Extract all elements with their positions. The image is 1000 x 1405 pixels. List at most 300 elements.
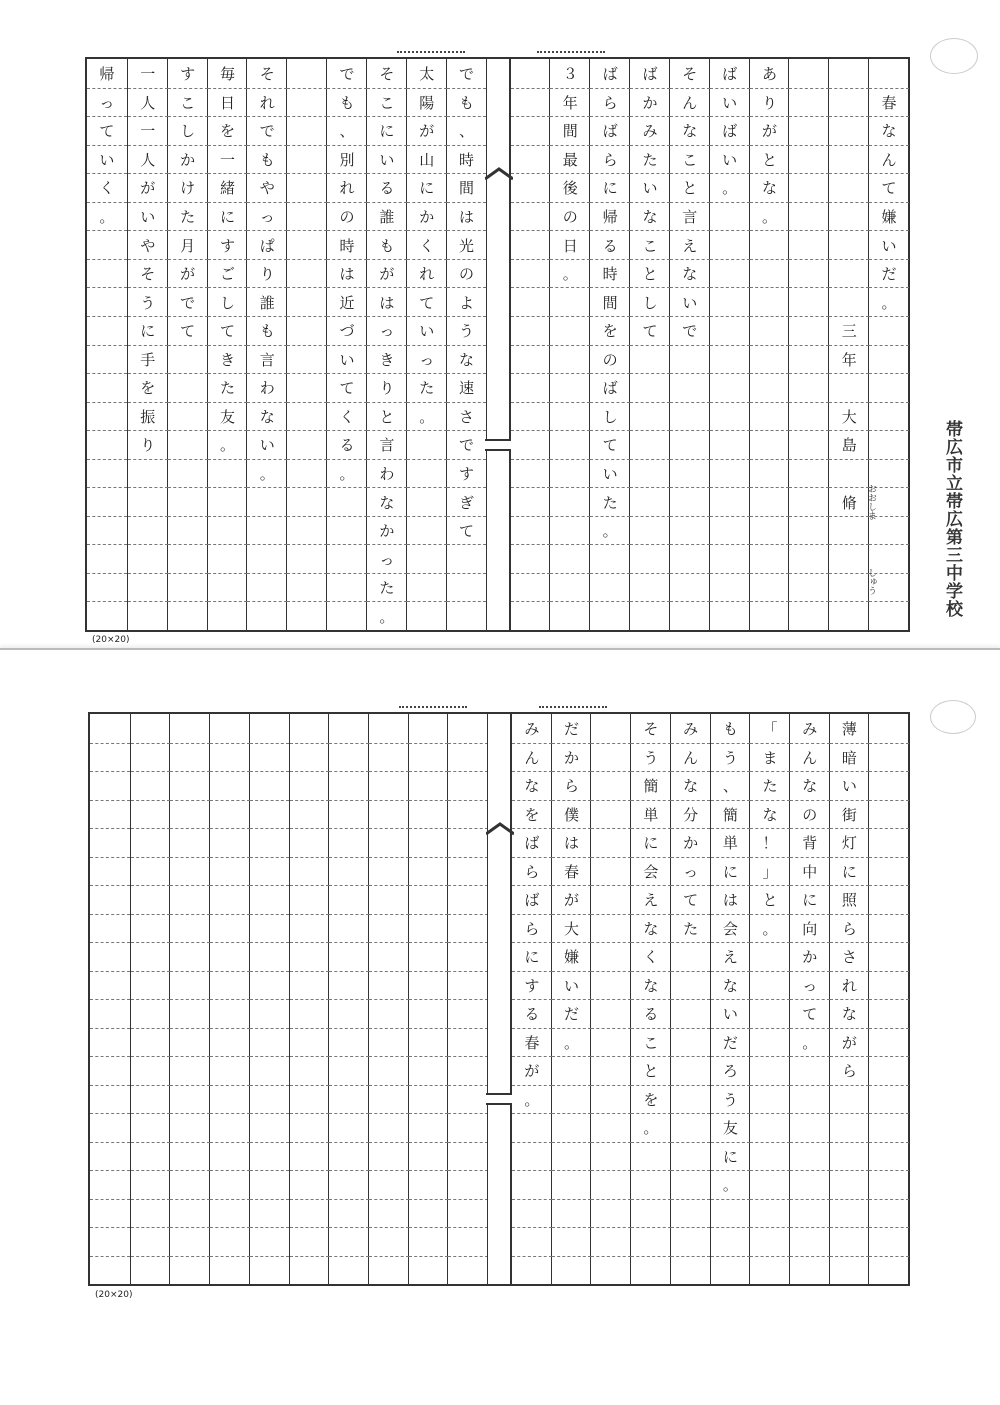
grid-cell [409,885,449,914]
grid-cell [591,914,631,943]
grid-column [589,59,629,630]
grid-cell [208,544,248,573]
grid-cell: い [367,145,407,174]
grid-cell [247,487,287,516]
grid-column [749,59,789,630]
grid-cell [550,287,590,316]
grid-cell: 誰 [247,287,287,316]
grid-cell [87,230,127,259]
grid-cell [287,230,327,259]
grid-cell: ば [512,828,552,857]
grid-cell [247,516,287,545]
grid-cell [290,1085,330,1114]
manuscript-grid [85,57,910,632]
grid-cell [591,828,631,857]
grid-cell [750,1142,790,1171]
grid-cell [448,828,488,857]
grid-cell [327,573,367,602]
grid-cell: い [247,430,287,459]
grid-cell [789,287,829,316]
grid-cell: た [367,573,407,602]
grid-cell: で [447,430,487,459]
grid-column [446,59,486,630]
grid-cell [829,88,869,117]
grid-cell [290,800,330,829]
grid-cell [409,1028,449,1057]
grid-cell [511,230,551,259]
grid-cell [87,487,127,516]
grid-cell [290,942,330,971]
grid-cell: 向 [790,914,830,943]
grid-cell: 友 [208,402,248,431]
grid-cell: る [327,430,367,459]
grid-cell [552,1142,592,1171]
grid-column [511,714,551,1284]
grid-cell: し [630,287,670,316]
grid-cell [711,1256,751,1285]
grid-cell: わ [247,373,287,402]
grid-cell [869,345,909,374]
grid-cell [710,402,750,431]
grid-cell [409,942,449,971]
grid-cell: い [87,145,127,174]
grid-cell [789,316,829,345]
grid-cell [250,714,290,743]
grid-cell [448,743,488,772]
grid-cell: の [447,259,487,288]
grid-cell [409,1227,449,1256]
grid-cell [448,1227,488,1256]
grid-cell [369,1256,409,1285]
grid-cell: そ [682,64,698,83]
grid-cell [630,487,670,516]
grid-cell [511,573,551,602]
grid-cell [87,430,127,459]
grid-cell [869,1056,909,1085]
grid-cell [131,1256,171,1285]
grid-cell [511,487,551,516]
grid-cell [789,230,829,259]
grid-cell [789,59,829,88]
grid-cell: に [512,942,552,971]
grid-cell [670,516,710,545]
grid-cell [369,743,409,772]
grid-column [326,59,366,630]
grid-column [749,714,789,1284]
grid-cell: 間 [447,173,487,202]
grid-cell [750,1199,790,1228]
grid-cell: い [327,345,367,374]
grid-cell: な [750,800,790,829]
grid-cell [287,316,327,345]
grid-cell [290,1028,330,1057]
grid-cell: 誰 [367,202,407,231]
grid-cell: 僕 [552,800,592,829]
manuscript-sheet-2 [0,648,1000,1405]
grid-cell [590,544,630,573]
grid-cell [511,145,551,174]
grid-cell [448,1142,488,1171]
grid-cell [168,487,208,516]
grid-cell: を [631,1085,671,1114]
grid-cell [409,771,449,800]
grid-cell: に [208,202,248,231]
grid-cell [287,345,327,374]
grid-cell: っ [367,544,407,573]
grid-cell: 後 [550,173,590,202]
grid-cell: が [512,1056,552,1085]
grid-cell: か [790,942,830,971]
grid-cell [250,885,290,914]
grid-cell [131,1199,171,1228]
grid-cell: ば [602,64,618,83]
grid-cell: な [631,971,671,1000]
grid-cell [87,259,127,288]
grid-cell: う [711,1085,751,1114]
grid-cell: 。 [247,459,287,488]
grid-cell [671,971,711,1000]
grid-cell [90,1113,130,1142]
grid-cell [287,145,327,174]
grid-cell [210,800,250,829]
grid-cell: 脩 [829,487,869,516]
grid-cell [750,1113,790,1142]
grid-cell [409,800,449,829]
grid-cell [131,857,171,886]
grid-cell [750,345,790,374]
grid-cell: 簡 [711,800,751,829]
grid-cell [250,1028,290,1057]
grid-cell: 振 [128,402,168,431]
grid-cell [869,743,909,772]
grid-cell [210,1199,250,1228]
grid-cell [170,1227,210,1256]
grid-cell [87,316,127,345]
grid-cell [250,771,290,800]
grid-cell [711,1227,751,1256]
grid-cell [170,942,210,971]
grid-cell [369,1170,409,1199]
grid-cell: と [630,259,670,288]
grid-cell [591,1085,631,1114]
grid-cell: え [670,230,710,259]
grid-cell [869,1085,909,1114]
grid-cell: し [208,287,248,316]
grid-cell [131,1028,171,1057]
grid-cell [512,1199,552,1228]
grid-cell [210,1085,250,1114]
grid-cell: 単 [711,828,751,857]
grid-cell: で [168,287,208,316]
grid-cell [369,771,409,800]
grid-cell [789,373,829,402]
grid-cell: に [128,316,168,345]
grid-cell [210,771,250,800]
grid-cell [128,459,168,488]
grid-cell [210,1056,250,1085]
grid-cell: 分 [671,800,711,829]
grid-cell: 。 [869,287,909,316]
grid-cell: 「 [762,719,778,738]
grid-cell [290,714,330,743]
grid-cell [168,601,208,630]
grid-cell [789,573,829,602]
grid-cell [131,1113,171,1142]
grid-cell: し [590,402,630,431]
grid-cell: 言 [247,345,287,374]
grid-cell: や [247,173,287,202]
grid-cell [710,459,750,488]
grid-cell: い [630,173,670,202]
grid-cell: 。 [710,173,750,202]
grid-cell [789,88,829,117]
grid-cell [829,459,869,488]
grid-cell [128,601,168,630]
grid-cell [670,487,710,516]
grid-cell [210,1227,250,1256]
grid-cell [409,1170,449,1199]
grid-cell: な [830,999,870,1028]
grid-column [447,714,487,1284]
grid-cell [409,1113,449,1142]
grid-cell [630,345,670,374]
grid-cell [750,259,790,288]
grid-cell [631,1170,671,1199]
grid-cell [329,1199,369,1228]
grid-cell: 。 [631,1113,671,1142]
center-gutter [487,714,511,1284]
grid-cell: り [128,430,168,459]
grid-cell: の [327,202,367,231]
grid-cell: 。 [750,914,790,943]
grid-cell [671,1085,711,1114]
grid-cell: 帰 [99,64,115,83]
grid-cell: て [590,430,630,459]
grid-cell [511,459,551,488]
grid-cell: か [630,88,670,117]
grid-cell [511,345,551,374]
grid-cell: 暗 [830,743,870,772]
grid-cell [90,714,130,743]
grid-cell [591,1056,631,1085]
grid-cell: が [552,885,592,914]
grid-cell [90,1142,130,1171]
grid-cell: き [367,345,407,374]
grid-cell [550,316,590,345]
school-name-stamp: 帯広市立帯広第三中学校 [942,420,962,618]
grid-cell: 日 [208,88,248,117]
grid-cell [750,573,790,602]
grid-cell [170,1142,210,1171]
grid-cell: み [524,719,540,738]
grid-cell: る [367,173,407,202]
grid-cell [290,885,330,914]
grid-cell [287,402,327,431]
grid-cell: 中 [790,857,830,886]
grid-cell [448,1199,488,1228]
grid-cell [131,1085,171,1114]
grid-cell: な [670,116,710,145]
grid-cell: も [247,316,287,345]
header-dotline-left [397,51,465,53]
grid-cell [671,1199,711,1228]
grid-cell [790,1142,830,1171]
grid-cell [210,743,250,772]
grid-cell: ら [830,914,870,943]
grid-cell: に [590,173,630,202]
grid-cell [131,714,171,743]
grid-cell: で [459,64,475,83]
grid-cell: の [550,202,590,231]
scan-artifact [930,700,976,734]
grid-cell [407,573,447,602]
grid-cell [630,601,670,630]
grid-cell [630,373,670,402]
grid-cell: た [750,771,790,800]
grid-cell: を [590,316,630,345]
grid-cell: あ [762,64,778,83]
grid-cell: な [367,487,407,516]
grid-cell [87,402,127,431]
grid-cell [290,771,330,800]
grid-cell: り [367,373,407,402]
grid-cell [671,999,711,1028]
grid-cell [869,914,909,943]
grid-cell [550,487,590,516]
grid-cell [90,942,130,971]
fold-chevron-icon [486,822,514,836]
grid-cell: 年 [550,88,590,117]
grid-cell [210,999,250,1028]
grid-cell: そ [379,64,395,83]
grid-cell [710,259,750,288]
grid-cell: ら [830,1056,870,1085]
grid-cell: っ [671,857,711,886]
grid-cell: ば [512,885,552,914]
grid-cell [511,116,551,145]
grid-cell [131,914,171,943]
grid-cell: に [367,116,407,145]
grid-cell: づ [327,316,367,345]
grid-cell: て [208,316,248,345]
grid-cell: 薄 [841,719,857,738]
grid-cell [631,1199,671,1228]
grid-cell [789,259,829,288]
grid-cell [327,516,367,545]
grid-cell [750,1028,790,1057]
grid-cell [329,1142,369,1171]
grid-cell [670,601,710,630]
grid-column [246,59,286,630]
grid-cell [830,1199,870,1228]
grid-cell [287,544,327,573]
grid-cell: ら [590,88,630,117]
grid-cell [170,971,210,1000]
grid-column [328,714,368,1284]
grid-cell: て [630,316,670,345]
grid-cell [869,373,909,402]
grid-cell: れ [407,259,447,288]
grid-cell [448,857,488,886]
grid-cell [630,573,670,602]
grid-cell [447,601,487,630]
grid-cell [869,942,909,971]
grid-cell [591,999,631,1028]
grid-cell [208,459,248,488]
grid-cell [329,714,369,743]
grid-cell [87,287,127,316]
grid-cell [630,544,670,573]
grid-cell: え [631,885,671,914]
grid-column [368,714,408,1284]
grid-cell: で [247,116,287,145]
grid-cell: ろ [711,1056,751,1085]
grid-cell [550,345,590,374]
grid-cell [287,430,327,459]
grid-cell [250,857,290,886]
grid-cell [407,601,447,630]
grid-cell: な [790,771,830,800]
grid-cell: ！ [750,828,790,857]
grid-cell [630,459,670,488]
grid-cell: っ [407,345,447,374]
grid-cell [208,601,248,630]
grid-cell [210,1028,250,1057]
grid-cell [329,971,369,1000]
grid-cell: り [247,259,287,288]
grid-cell: 会 [631,857,671,886]
grid-cell [290,1056,330,1085]
grid-cell [329,1170,369,1199]
grid-cell: て [869,173,909,202]
grid-column [169,714,209,1284]
grid-column [289,714,329,1284]
grid-cell [550,430,590,459]
grid-cell [829,601,869,630]
grid-cell: 。 [327,459,367,488]
grid-cell: に [631,828,671,857]
grid-cell [591,1256,631,1285]
grid-cell [750,971,790,1000]
grid-cell: も [447,88,487,117]
grid-cell: た [671,914,711,943]
grid-cell [210,828,250,857]
grid-cell [329,885,369,914]
grid-cell: い [711,999,751,1028]
grid-cell: 一 [128,116,168,145]
name-ruby-surname: おおしま [866,484,876,520]
grid-cell [447,544,487,573]
grid-cell [250,971,290,1000]
grid-cell: く [407,230,447,259]
grid-cell: 一 [140,64,156,83]
grid-cell [671,942,711,971]
grid-cell [170,914,210,943]
grid-cell [552,1113,592,1142]
grid-cell: だ [564,719,580,738]
grid-cell [210,971,250,1000]
grid-cell [407,487,447,516]
grid-cell: い [710,88,750,117]
grid-column [127,59,167,630]
grid-cell: 。 [590,516,630,545]
grid-cell [170,857,210,886]
grid-cell [329,1028,369,1057]
grid-cell [329,1113,369,1142]
grid-cell [591,1028,631,1057]
grid-cell: だ [711,1028,751,1057]
grid-cell [409,999,449,1028]
